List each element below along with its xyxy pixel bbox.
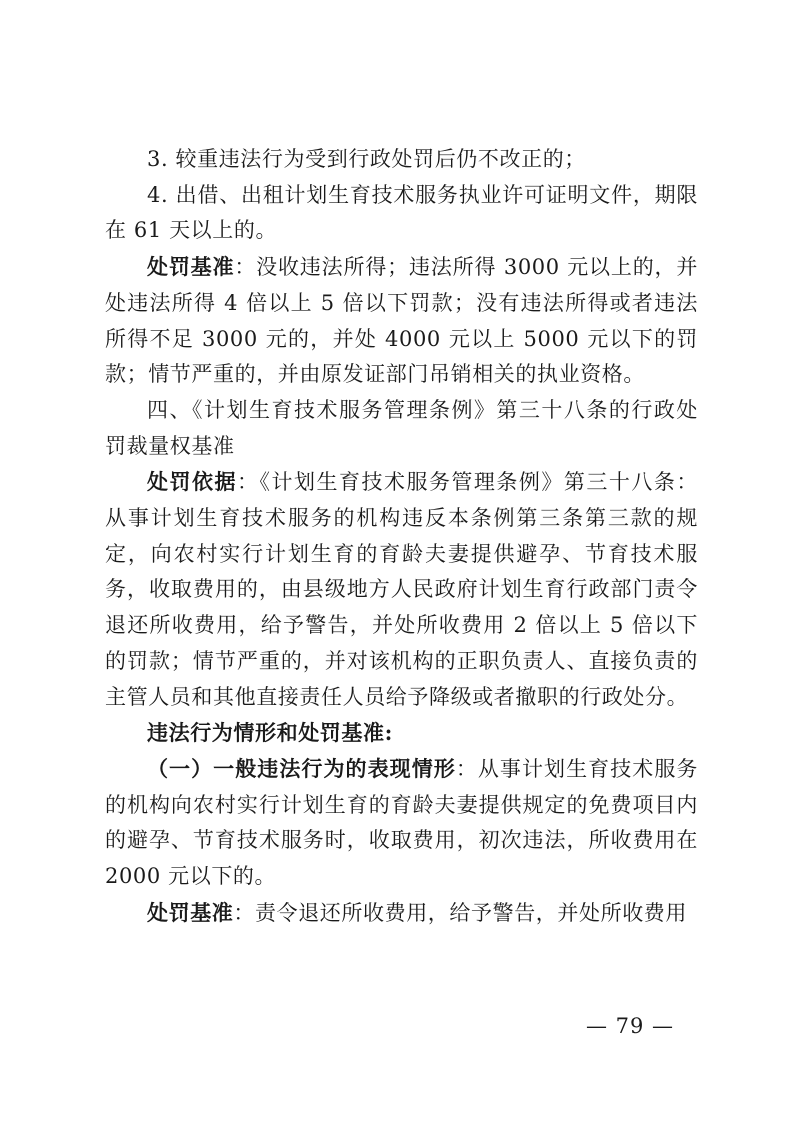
document-body [105,142,698,931]
penalty-basis-label: 处罚依据 [147,469,237,495]
penalty-standard-label-2: 处罚基准 [147,899,234,925]
penalty-standard-paragraph [105,249,698,393]
general-violation-label: （一）一般违法行为的表现情形 [147,755,456,781]
penalty-standard-paragraph-2 [105,895,698,932]
general-violation-text: ：从事计划生育技术服务的机构向农村实行计划生育的育龄夫妻提供规定的免费项目内的避孕、节育技术服务时，收取费用，初次违法，所收费用在 2000 元以下的。 [105,756,698,889]
penalty-basis-text: ：《计划生育技术服务管理条例》第三十八条：从事计划生育技术服务的机构违反本条例第三条第三款的规定，向农村实行计划生育的育龄夫妻提供避孕、节育技术服务，收取费用的，由县级地方人民政府计划生育行政部门责令退还所收费用，给予警告，并处所收费用 2 倍以上 5 倍以下的罚款；情节严重的，并对该机构的正职负责人、直接负责的主管人员和其他直接责任人员给予降级或者撤职的行政处分。 [105,470,698,709]
page-number: — 79 — [585,1014,675,1038]
penalty-standard-text-2: ：责令退还所收费用，给予警告，并处所收费用 [233,900,688,925]
penalty-standard-text: ：没收违法所得；违法所得 3000 元以上的，并处违法所得 4 倍以上 5 倍以下罚款；没有违法所得或者违法所得不足 3000 元的，并处 4000 元以上 5000 元以下的罚款；情节严重的，并由原发证部门吊销相关的执业资格。 [105,255,698,387]
penalty-standard-label: 处罚基准 [147,254,235,280]
penalty-basis-paragraph [105,464,698,715]
paragraph-item-3: 3. 较重违法行为受到行政处罚后仍不改正的； [147,147,586,171]
violation-cases-heading: 违法行为情形和处罚基准: [147,720,393,746]
paragraph-item-4: 4. 出借、出租计划生育技术服务执业许可证明文件，期限在 61 天以上的。 [105,182,698,243]
general-violation-paragraph [105,751,698,895]
section-heading-four: 四、《计划生育技术服务管理条例》第三十八条的行政处罚裁量权基准 [105,397,698,458]
